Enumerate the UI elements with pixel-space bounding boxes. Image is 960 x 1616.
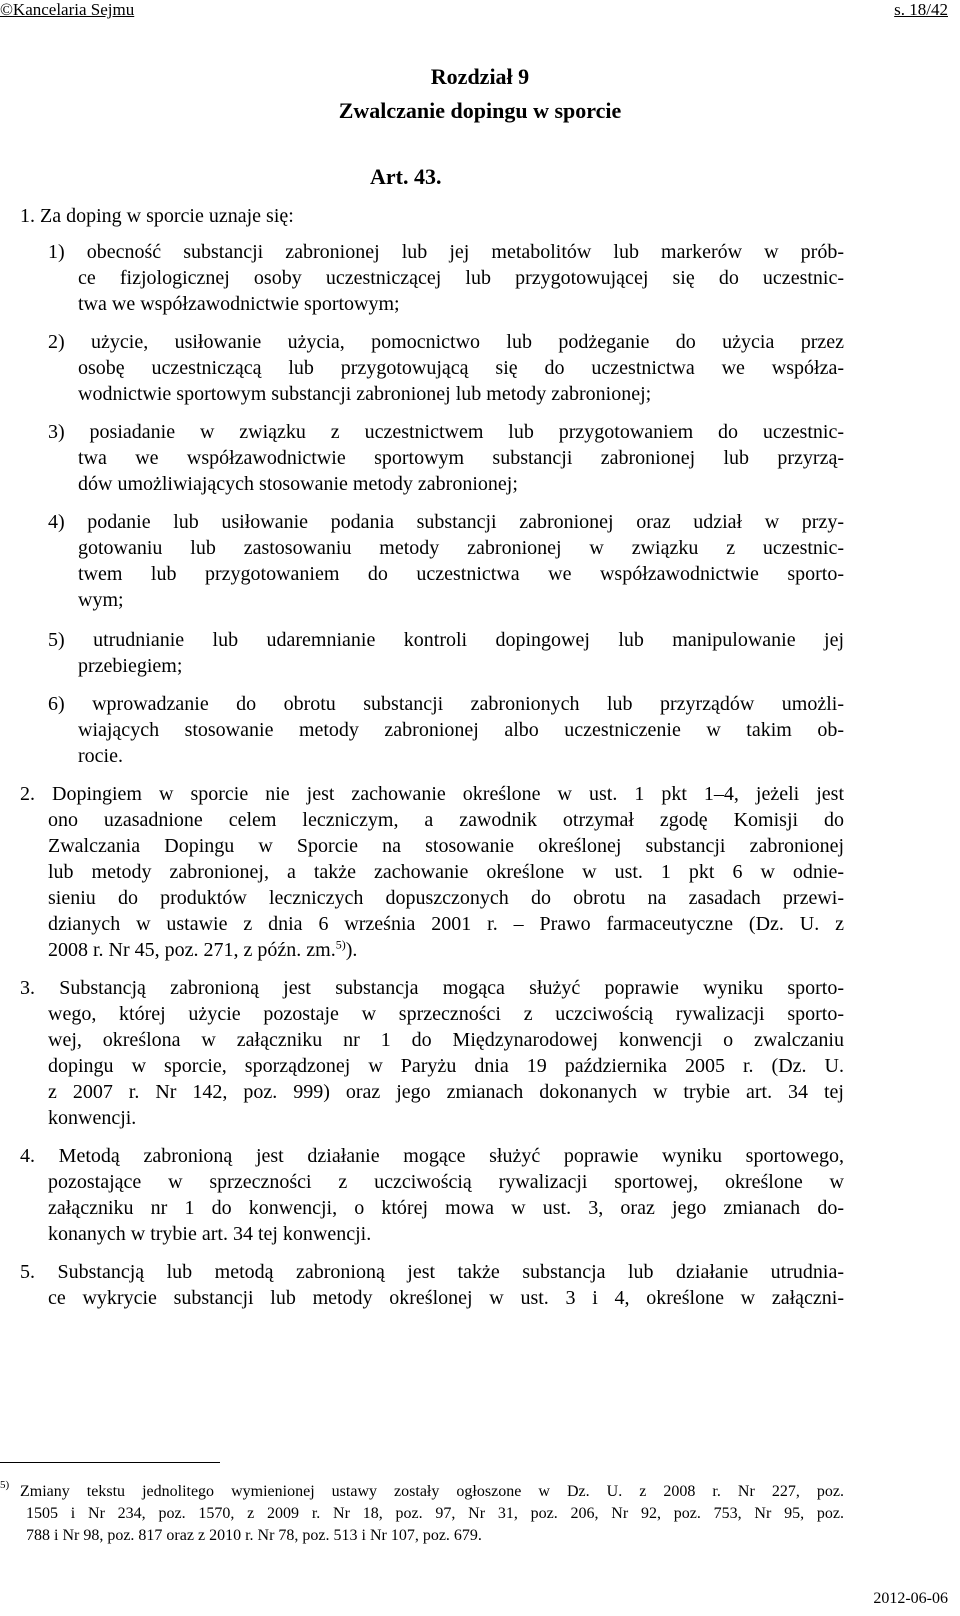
item-3-line: dów umożliwiających stosowanie metody zabronionej; — [78, 473, 518, 495]
footnote-line: Zmiany tekstu jednolitego wymienionej ustawy zostały ogłoszone w Dz. U. z 2008 r. Nr 227, poz. — [20, 1483, 844, 1500]
item-5-line: przebiegiem; — [78, 655, 183, 677]
para-2-line: ono uzasadnione celem leczniczym, a zawodnik otrzymał zgodę Komisji do — [48, 809, 844, 831]
para-4-line: 4. Metodą zabronioną jest działanie mogące służyć poprawie wyniku sportowego, — [20, 1145, 844, 1167]
para-4-line: załączniku nr 1 do konwencji, o której mowa w ust. 3, oraz jego zmianach do- — [48, 1197, 844, 1219]
footnote-line: 788 i Nr 98, poz. 817 oraz z 2010 r. Nr 78, poz. 513 i Nr 107, poz. 679. — [26, 1527, 482, 1544]
item-4-line: 4) podanie lub usiłowanie podania substancji zabronionej oraz udział w przy- — [48, 511, 844, 533]
para-3-line: dopingu w sporcie, sporządzonej w Paryżu dnia 19 października 2005 r. (Dz. U. — [48, 1055, 844, 1077]
para-3-line: wego, której użycie pozostaje w sprzeczności z uczciwością rywalizacji sporto- — [48, 1003, 844, 1025]
publication-date: 2012-06-06 — [873, 1590, 948, 1607]
item-3-line: twa we współzawodnictwie sportowym substancji zabronionej lub przyrzą- — [78, 447, 844, 469]
para-4-line: konanych w trybie art. 34 tej konwencji. — [48, 1223, 372, 1245]
para-2-line: sieniu do produktów leczniczych dopuszczonych do obrotu na zasadach przewi- — [48, 887, 844, 909]
para-3-line: wej, określona w załączniku nr 1 do Międzynarodowej konwencji o zwalczaniu — [48, 1029, 844, 1051]
para-2-line: Zwalczania Dopingu w Sporcie na stosowanie określonej substancji zabronionej — [48, 835, 844, 857]
article-title: Art. 43. — [370, 164, 442, 189]
item-6-line: 6) wprowadzanie do obrotu substancji zabronionych lub przyrządów umożli- — [48, 693, 844, 715]
footnote-line: 1505 i Nr 234, poz. 1570, z 2009 r. Nr 18, poz. 97, Nr 31, poz. 206, Nr 92, poz. 753, Nr 95, poz. — [26, 1505, 844, 1522]
copyright-link[interactable]: ©Kancelaria Sejmu — [0, 0, 135, 19]
chapter-number: Rozdział 9 — [430, 64, 530, 89]
footnote-ref[interactable]: 5) — [335, 937, 346, 952]
item-1-line: twa we współzawodnictwie sportowym; — [78, 293, 400, 315]
footnote-separator — [0, 1462, 220, 1463]
item-4-line: gotowaniu lub zastosowaniu metody zabronionej w związku z uczestnic- — [78, 537, 844, 559]
item-2-line: wodnictwie sportowym substancji zabronionej lub metody zabronionej; — [78, 383, 652, 405]
para-2-line: 2. Dopingiem w sporcie nie jest zachowanie określone w ust. 1 pkt 1–4, jeżeli jest — [20, 783, 844, 805]
para-1-intro: 1. Za doping w sporcie uznaje się: — [20, 205, 294, 227]
para-5-line: ce wykrycie substancji lub metody określonej w ust. 3 i 4, określone w załączni- — [48, 1287, 844, 1309]
page-number-link[interactable]: s. 18/42 — [894, 0, 948, 19]
para-2-line — [48, 938, 357, 962]
chapter-title: Zwalczanie dopingu w sporcie — [338, 98, 622, 123]
para-3-line: z 2007 r. Nr 142, poz. 999) oraz jego zmianach dokonanych w trybie art. 34 tej — [48, 1081, 844, 1103]
para-2-text: 2008 r. Nr 45, poz. 271, z późn. zm. — [48, 939, 336, 961]
item-1-line: ce fizjologicznej osoby uczestniczącej lub przygotowującej się do uczestnic- — [78, 267, 844, 289]
item-2-line: osobę uczestniczącą lub przygotowującą się do uczestnictwa we współza- — [78, 357, 844, 379]
para-2-text-end: ). — [345, 939, 358, 961]
item-4-line: wym; — [78, 589, 124, 611]
item-6-line: rocie. — [78, 745, 123, 767]
item-6-line: wiających stosowanie metody zabronionej albo uczestniczenie w takim ob- — [78, 719, 844, 741]
item-2-line: 2) użycie, usiłowanie użycia, pomocnictwo lub podżeganie do użycia przez — [48, 331, 844, 353]
footnote-marker: 5) — [0, 1479, 10, 1491]
item-4-line: twem lub przygotowaniem do uczestnictwa we współzawodnictwie sporto- — [78, 563, 844, 585]
para-3-line: konwencji. — [48, 1107, 137, 1129]
para-5-line: 5. Substancją lub metodą zabronioną jest także substancja lub działanie utrudnia- — [20, 1261, 844, 1283]
item-5-line: 5) utrudnianie lub udaremnianie kontroli dopingowej lub manipulowanie jej — [48, 629, 844, 651]
para-2-line: dzianych w ustawie z dnia 6 września 2001 r. – Prawo farmaceutyczne (Dz. U. z — [48, 913, 844, 935]
para-4-line: pozostające w sprzeczności z uczciwością rywalizacji sportowej, określone w — [48, 1171, 844, 1193]
item-3-line: 3) posiadanie w związku z uczestnictwem lub przygotowaniem do uczestnic- — [48, 421, 844, 443]
item-1-line: 1) obecność substancji zabronionej lub jej metabolitów lub markerów w prób- — [48, 241, 844, 263]
para-3-line: 3. Substancją zabronioną jest substancja mogąca służyć poprawie wyniku sporto- — [20, 977, 844, 999]
para-2-line: lub metody zabronionej, a także zachowanie określone w ust. 1 pkt 6 w odnie- — [48, 861, 844, 883]
